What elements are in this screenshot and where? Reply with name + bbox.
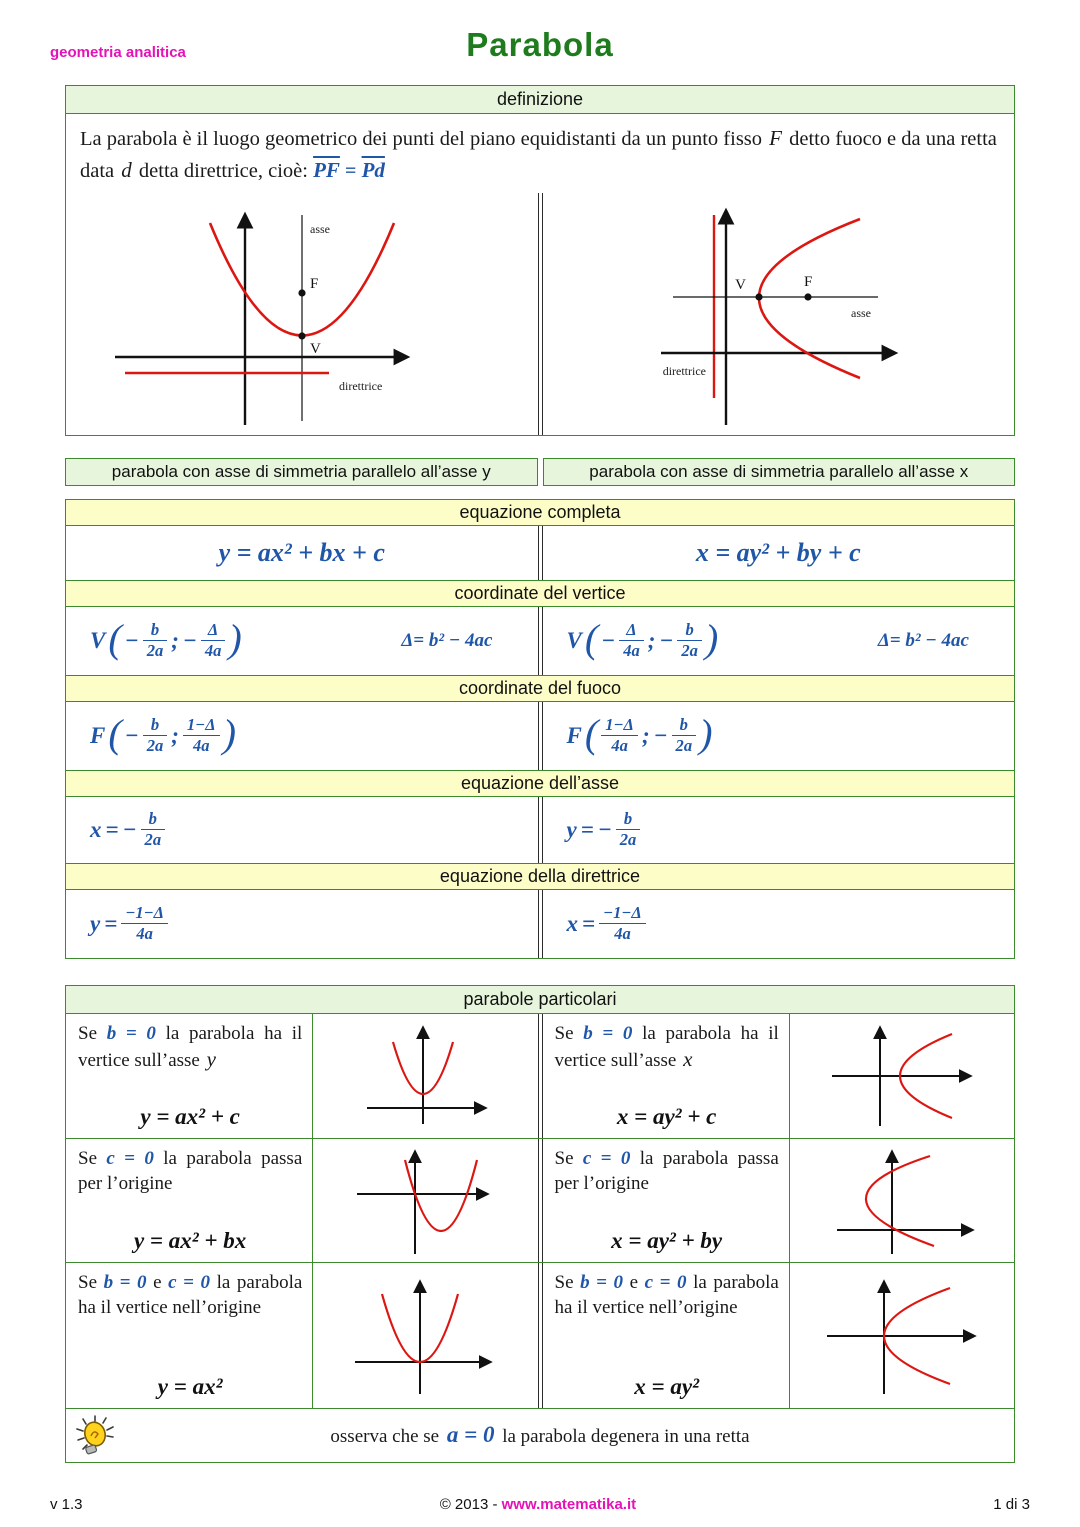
condition: c = 0: [168, 1271, 211, 1293]
condition: a = 0: [446, 1422, 495, 1447]
text-part: e: [629, 1271, 639, 1293]
text-part: la parabola ha il vertice sull’asse: [78, 1022, 303, 1071]
special-row-1: [66, 1014, 1014, 1138]
text-part: Se: [554, 1271, 574, 1293]
case-description: [66, 1014, 312, 1138]
section-header-direttrice: equazione della direttrice: [66, 863, 1014, 890]
case-formula: x = ay² + by: [611, 1227, 723, 1253]
case-formula: y = ax²: [157, 1373, 223, 1399]
condition: b = 0: [583, 1022, 633, 1044]
cell-focus-y: [66, 702, 538, 770]
cell-directrix-x: [543, 890, 1015, 958]
definition-text: [66, 114, 1014, 193]
variable: y: [206, 1046, 216, 1071]
vertex-point-label: V: [309, 340, 321, 357]
formulas-table: [65, 499, 1015, 959]
version-label: v 1.3: [50, 1496, 83, 1513]
column-headers: [65, 458, 1015, 486]
case-formula: x = ay²: [634, 1373, 699, 1399]
axis-of-symmetry-label: asse: [851, 305, 872, 320]
case-text: [78, 1270, 302, 1320]
axis-formula-x: y = − $\frac{b}{2a}$: [565, 809, 643, 850]
cell-vertex-x: [543, 607, 1015, 675]
text-part: la parabola ha il vertice sull’asse: [554, 1022, 779, 1071]
cell-directrix-y: [66, 890, 538, 958]
condition: c = 0: [582, 1147, 631, 1169]
definition-diagrams: [66, 193, 1014, 435]
copyright: [440, 1496, 636, 1513]
cell-equation-x: [543, 526, 1015, 580]
graph-through-origin-x: [789, 1139, 1014, 1262]
page-title: Parabola: [466, 26, 614, 63]
row-fuoco: [66, 702, 1014, 770]
section-header-fuoco: coordinate del fuoco: [66, 675, 1014, 702]
vertex-formula-x: V ( − $\frac{\Delta}{4a}$ ; − $\frac{b}{2a}$ ): [566, 616, 719, 661]
mini-graph-svg: [315, 1270, 535, 1400]
condition: c = 0: [106, 1147, 154, 1169]
case-description: [66, 1263, 312, 1408]
directrix-label: direttrice: [662, 363, 707, 378]
text-part: Se: [78, 1022, 97, 1044]
page-content: [65, 85, 1015, 1463]
observation-row: [66, 1408, 1014, 1462]
definition-header: definizione: [66, 86, 1014, 114]
segment-pd: $\overline{Pd}$: [361, 157, 385, 182]
segment-pf: $\overline{PF}$: [313, 157, 340, 182]
cell-axis-y: [66, 797, 538, 863]
definition-text-part: detto fuoco e da una retta data: [80, 128, 997, 182]
text-part: la parabola passa per l’origine: [554, 1147, 779, 1194]
site-link[interactable]: www.matematika.it: [501, 1496, 637, 1513]
horizontal-parabola-svg: [543, 193, 1013, 435]
page-footer: [50, 1496, 1030, 1513]
column-header-axis-y: parabola con asse di simmetria parallelo all’asse y: [65, 458, 538, 486]
focus-symbol: F: [769, 126, 782, 150]
copyright-text: © 2013 -: [439, 1496, 502, 1513]
directrix-symbol: d: [121, 157, 132, 182]
section-header-equazione-completa: equazione completa: [66, 500, 1014, 526]
row-equazione-completa: [66, 526, 1014, 580]
subject-label: geometria analitica: [50, 44, 186, 61]
mini-graph-svg: [792, 1018, 1012, 1134]
case-description: [66, 1139, 312, 1262]
complete-equation-x: x = ay² + by + c: [695, 537, 861, 567]
column-header-axis-x: parabola con asse di simmetria parallelo all’asse x: [543, 458, 1016, 486]
text-part: Se: [78, 1147, 97, 1169]
definition-text-part: La parabola è il luogo geometrico dei punti del piano equidistanti da un punto fisso: [80, 128, 763, 150]
delta-definition: Δ= b² − 4ac: [877, 629, 969, 651]
case-formula: x = ay² + c: [616, 1103, 717, 1129]
mini-graph-svg: [315, 1142, 535, 1258]
cell-equation-y: [66, 526, 538, 580]
case-text: [555, 1021, 779, 1074]
text-part: Se: [78, 1271, 97, 1293]
section-header-vertice: coordinate del vertice: [66, 580, 1014, 607]
case-description: [543, 1263, 789, 1408]
cell-axis-x: [543, 797, 1015, 863]
observation-text: [330, 1422, 749, 1448]
text-part: Se: [554, 1022, 574, 1044]
graph-vertex-at-origin-y: [312, 1263, 537, 1408]
focus-formula-x: F ( $\frac{1-\Delta}{4a}$ ; − $\frac{b}{2a}$ ): [566, 711, 713, 756]
mini-graph-svg: [315, 1018, 535, 1134]
mini-graph-svg: [792, 1270, 1012, 1400]
vertex-formula-y: V ( − $\frac{b}{2a}$ ; − $\frac{\Delta}{4a}$ ): [90, 616, 242, 661]
graph-through-origin-y: [312, 1139, 537, 1262]
cell-vertex-y: [66, 607, 538, 675]
text-part: la parabola passa per l’origine: [78, 1147, 303, 1194]
condition: b = 0: [580, 1271, 624, 1293]
definition-section: [65, 85, 1015, 436]
delta-definition: Δ= b² − 4ac: [401, 629, 493, 651]
case-formula: y = ax² + bx: [133, 1227, 247, 1253]
vertical-parabola-diagram: [66, 193, 538, 435]
axis-formula-y: x = − $\frac{b}{2a}$: [88, 809, 167, 850]
graph-vertex-on-y-axis: [312, 1014, 537, 1138]
section-header-asse: equazione dell’asse: [66, 770, 1014, 797]
special-parabolas-header: parabole particolari: [66, 986, 1014, 1014]
case-text: [555, 1270, 779, 1320]
case-formula: y = ax² + c: [140, 1103, 240, 1129]
row-direttrice: [66, 890, 1014, 958]
case-description: [543, 1139, 789, 1262]
row-vertice: [66, 607, 1014, 675]
case-text: [555, 1146, 779, 1196]
horizontal-parabola-diagram: [543, 193, 1015, 435]
focus-formula-y: F ( − $\frac{b}{2a}$ ; $\frac{1-\Delta}{4a}$ ): [90, 711, 236, 756]
special-row-3: [66, 1262, 1014, 1408]
equals-sign: =: [345, 159, 357, 182]
cell-focus-x: [543, 702, 1015, 770]
directrix-formula-y: y = $\frac{-1-\Delta}{4a}$: [88, 903, 170, 944]
row-asse: [66, 797, 1014, 863]
page-number: 1 di 3: [993, 1496, 1030, 1513]
directrix-formula-x: x = $\frac{-1-\Delta}{4a}$: [565, 903, 648, 944]
vertex-point-label: V: [735, 276, 747, 293]
focus-point-label: F: [804, 273, 813, 290]
condition: c = 0: [644, 1271, 687, 1293]
mini-graph-svg: [792, 1142, 1012, 1258]
text-part: la parabola ha il vertice nell’origine: [554, 1271, 779, 1318]
text-part: Se: [554, 1147, 574, 1169]
directrix-label: direttrice: [338, 378, 383, 393]
text-part: la parabola ha il vertice nell’origine: [78, 1271, 303, 1318]
condition: b = 0: [106, 1022, 156, 1044]
text-part: la parabola degenera in una retta: [502, 1426, 750, 1447]
case-text: [78, 1146, 302, 1196]
focus-point-label: F: [309, 275, 319, 292]
case-text: [78, 1021, 302, 1074]
special-parabolas-section: [65, 985, 1015, 1463]
complete-equation-y: y = ax² + bx + c: [218, 537, 385, 567]
text-part: e: [153, 1271, 162, 1293]
axis-of-symmetry-label: asse: [309, 221, 330, 236]
definition-text-part: detta direttrice, cioè:: [138, 159, 308, 182]
text-part: osserva che se: [330, 1426, 440, 1447]
vertical-parabola-svg: [67, 193, 537, 435]
graph-vertex-on-x-axis: [789, 1014, 1014, 1138]
case-description: [543, 1014, 789, 1138]
special-row-2: [66, 1138, 1014, 1262]
lightbulb-icon: [75, 1415, 117, 1464]
variable: x: [683, 1046, 693, 1071]
condition: b = 0: [103, 1271, 147, 1293]
graph-vertex-at-origin-x: [789, 1263, 1014, 1408]
